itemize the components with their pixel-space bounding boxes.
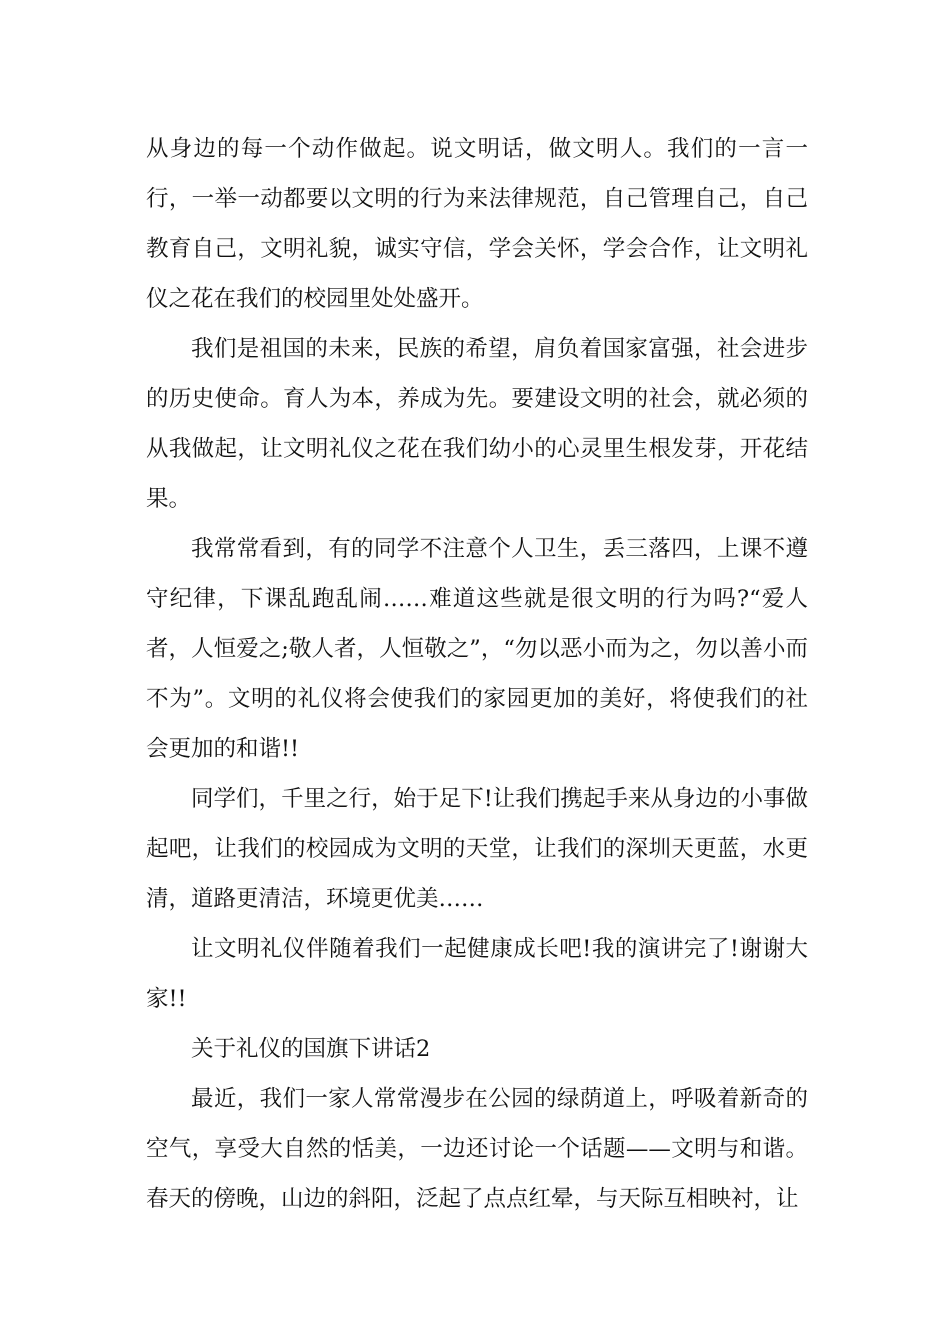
paragraph-4: 同学们，千里之行，始于足下!让我们携起手来从身边的小事做起吧，让我们的校园成为文明的天堂，让我们的深圳天更蓝，水更清，道路更清洁，环境更优美…… bbox=[146, 786, 808, 912]
paragraph-2: 我们是祖国的未来，民族的希望，肩负着国家富强，社会进步的历史使命。育人为本，养成为先。要建设文明的社会，就必须的从我做起，让文明礼仪之花在我们幼小的心灵里生根发芽，开花结果。 bbox=[146, 336, 808, 512]
paragraph-5: 让文明礼仪伴随着我们一起健康成长吧!我的演讲完了!谢谢大家!! bbox=[146, 936, 808, 1012]
section-heading: 关于礼仪的国旗下讲话2 bbox=[191, 1036, 431, 1062]
document-body bbox=[146, 124, 808, 1224]
paragraph-3: 我常常看到，有的同学不注意个人卫生，丢三落四，上课不遵守纪律，下课乱跑乱闹……难道这些就是很文明的行为吗?“爱人者，人恒爱之;敬人者，人恒敬之”，“勿以恶小而为之，勿以善小而不为”。文明的礼仪将会使我们的家园更加的美好，将使我们的社会更加的和谐!! bbox=[146, 536, 808, 762]
paragraph-6: 最近，我们一家人常常漫步在公园的绿荫道上，呼吸着新奇的空气，享受大自然的恬美，一边还讨论一个话题——文明与和谐。春天的傍晚，山边的斜阳，泛起了点点红晕，与天际互相映衬，让 bbox=[146, 1086, 808, 1212]
paragraph-1: 从身边的每一个动作做起。说文明话，做文明人。我们的一言一行，一举一动都要以文明的行为来法律规范，自己管理自己，自己教育自己，文明礼貌，诚实守信，学会关怀，学会合作，让文明礼仪之花在我们的校园里处处盛开。 bbox=[146, 136, 808, 312]
